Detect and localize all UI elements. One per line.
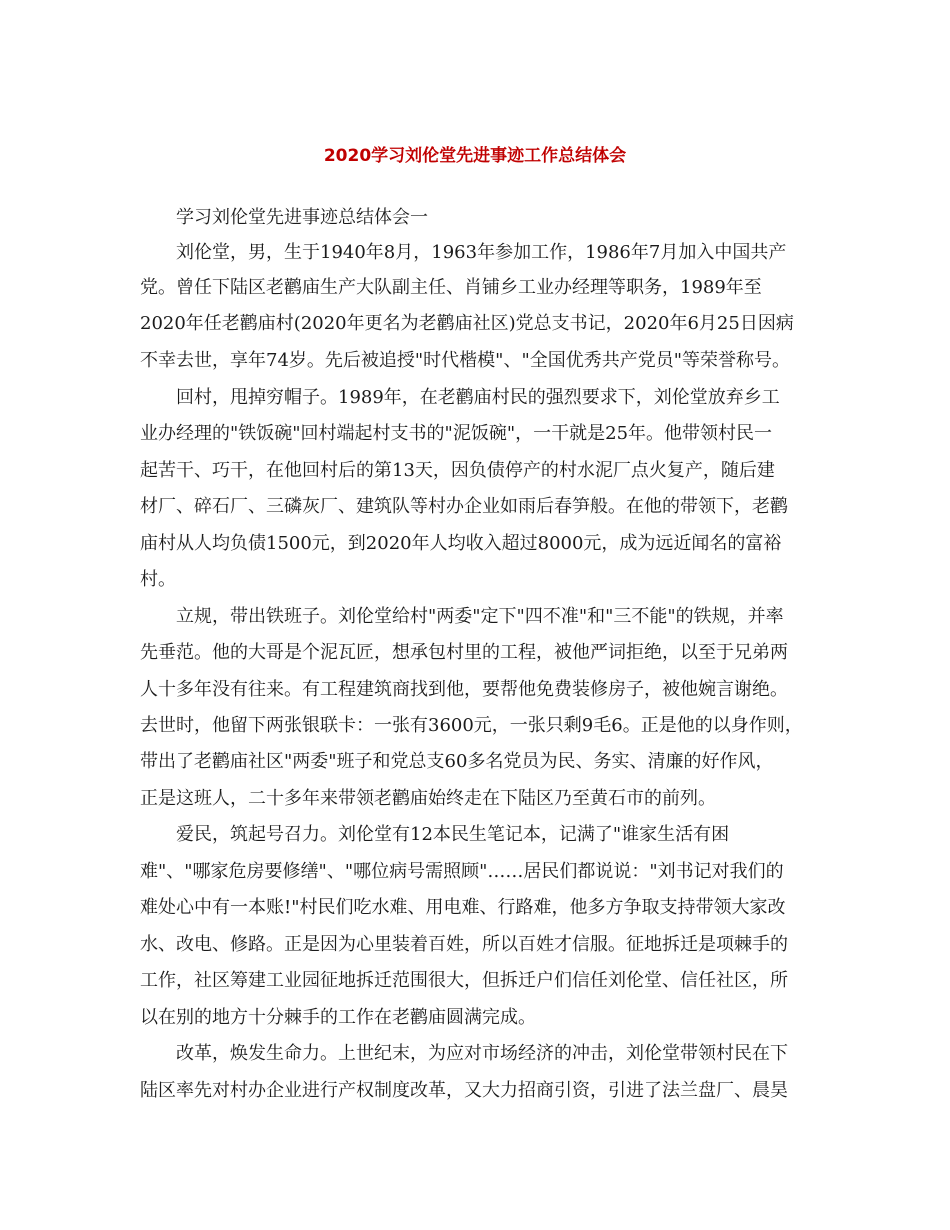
- paragraph-line: 材厂、碎石厂、三磷灰厂、建筑队等村办企业如雨后春笋般。在他的带领下，老鹳: [140, 496, 788, 517]
- paragraph-line: 立规，带出铁班子。刘伦堂给村"两委"定下"四不准"和"三不能"的铁规，并率: [176, 606, 784, 627]
- paragraph-line: 陆区率先对村办企业进行产权制度改革，又大力招商引资，引进了法兰盘厂、晨昊: [140, 1080, 788, 1101]
- paragraph-line: 水、改电、修路。正是因为心里装着百姓，所以百姓才信服。征地拆迁是项棘手的: [140, 934, 788, 955]
- paragraph-line: 2020年任老鹳庙村(2020年更名为老鹳庙社区)党总支书记，2020年6月25日因病: [140, 313, 794, 334]
- paragraph-line: 以在别的地方十分棘手的工作在老鹳庙圆满完成。: [140, 1007, 536, 1028]
- paragraph-line: 庙村从人均负债1500元，到2020年人均收入超过8000元，成为远近闻名的富裕: [140, 533, 782, 554]
- paragraph-line: 不幸去世，享年74岁。先后被追授"时代楷模"、"全国优秀共产党员"等荣誉称号。: [140, 350, 791, 371]
- document-title: 2020学习刘伦堂先进事迹工作总结体会: [323, 146, 627, 166]
- paragraph-line: 正是这班人，二十多年来带领老鹳庙始终走在下陆区乃至黄石市的前列。: [140, 788, 716, 809]
- paragraph-line: 难处心中有一本账!"村民们吃水难、用电难、行路难，他多方争取支持带领大家改: [140, 897, 786, 918]
- paragraph-line: 爱民，筑起号召力。刘伦堂有12本民生笔记本，记满了"谁家生活有困: [176, 824, 730, 845]
- paragraph-line: 改革，焕发生命力。上世纪末，为应对市场经济的冲击，刘伦堂带领村民在下: [176, 1043, 788, 1064]
- paragraph-line: 带出了老鹳庙社区"两委"班子和党总支60多名党员为民、务实、清廉的好作风，: [140, 751, 774, 772]
- paragraph-line: 刘伦堂，男，生于1940年8月，1963年参加工作，1986年7月加入中国共产: [176, 242, 787, 263]
- paragraph-line: 人十多年没有往来。有工程建筑商找到他，要帮他免费装修房子，被他婉言谢绝。: [140, 679, 788, 700]
- paragraph-line: 先垂范。他的大哥是个泥瓦匠，想承包村里的工程，被他严词拒绝，以至于兄弟两: [140, 642, 788, 663]
- paragraph-line: 难"、"哪家危房要修缮"、"哪位病号需照顾"……居民们都说说："刘书记对我们的: [140, 861, 784, 882]
- paragraph-line: 学习刘伦堂先进事迹总结体会一: [176, 207, 428, 228]
- paragraph-line: 村。: [140, 569, 176, 590]
- paragraph-line: 党。曾任下陆区老鹳庙生产大队副主任、肖铺乡工业办经理等职务，1989年至: [140, 277, 762, 298]
- paragraph-line: 起苦干、巧干，在他回村后的第13天，因负债停产的村水泥厂点火复产，随后建: [140, 460, 775, 481]
- paragraph-line: 回村，甩掉穷帽子。1989年，在老鹳庙村民的强烈要求下，刘伦堂放弃乡工: [176, 387, 780, 408]
- paragraph-line: 去世时，他留下两张银联卡：一张有3600元，一张只剩9毛6。正是他的以身作则，: [140, 715, 803, 736]
- paragraph-line: 工作，社区筹建工业园征地拆迁范围很大，但拆迁户们信任刘伦堂、信任社区，所: [140, 970, 788, 991]
- paragraph-line: 业办经理的"铁饭碗"回村端起村支书的"泥饭碗"，一干就是25年。他带领村民一: [140, 423, 773, 444]
